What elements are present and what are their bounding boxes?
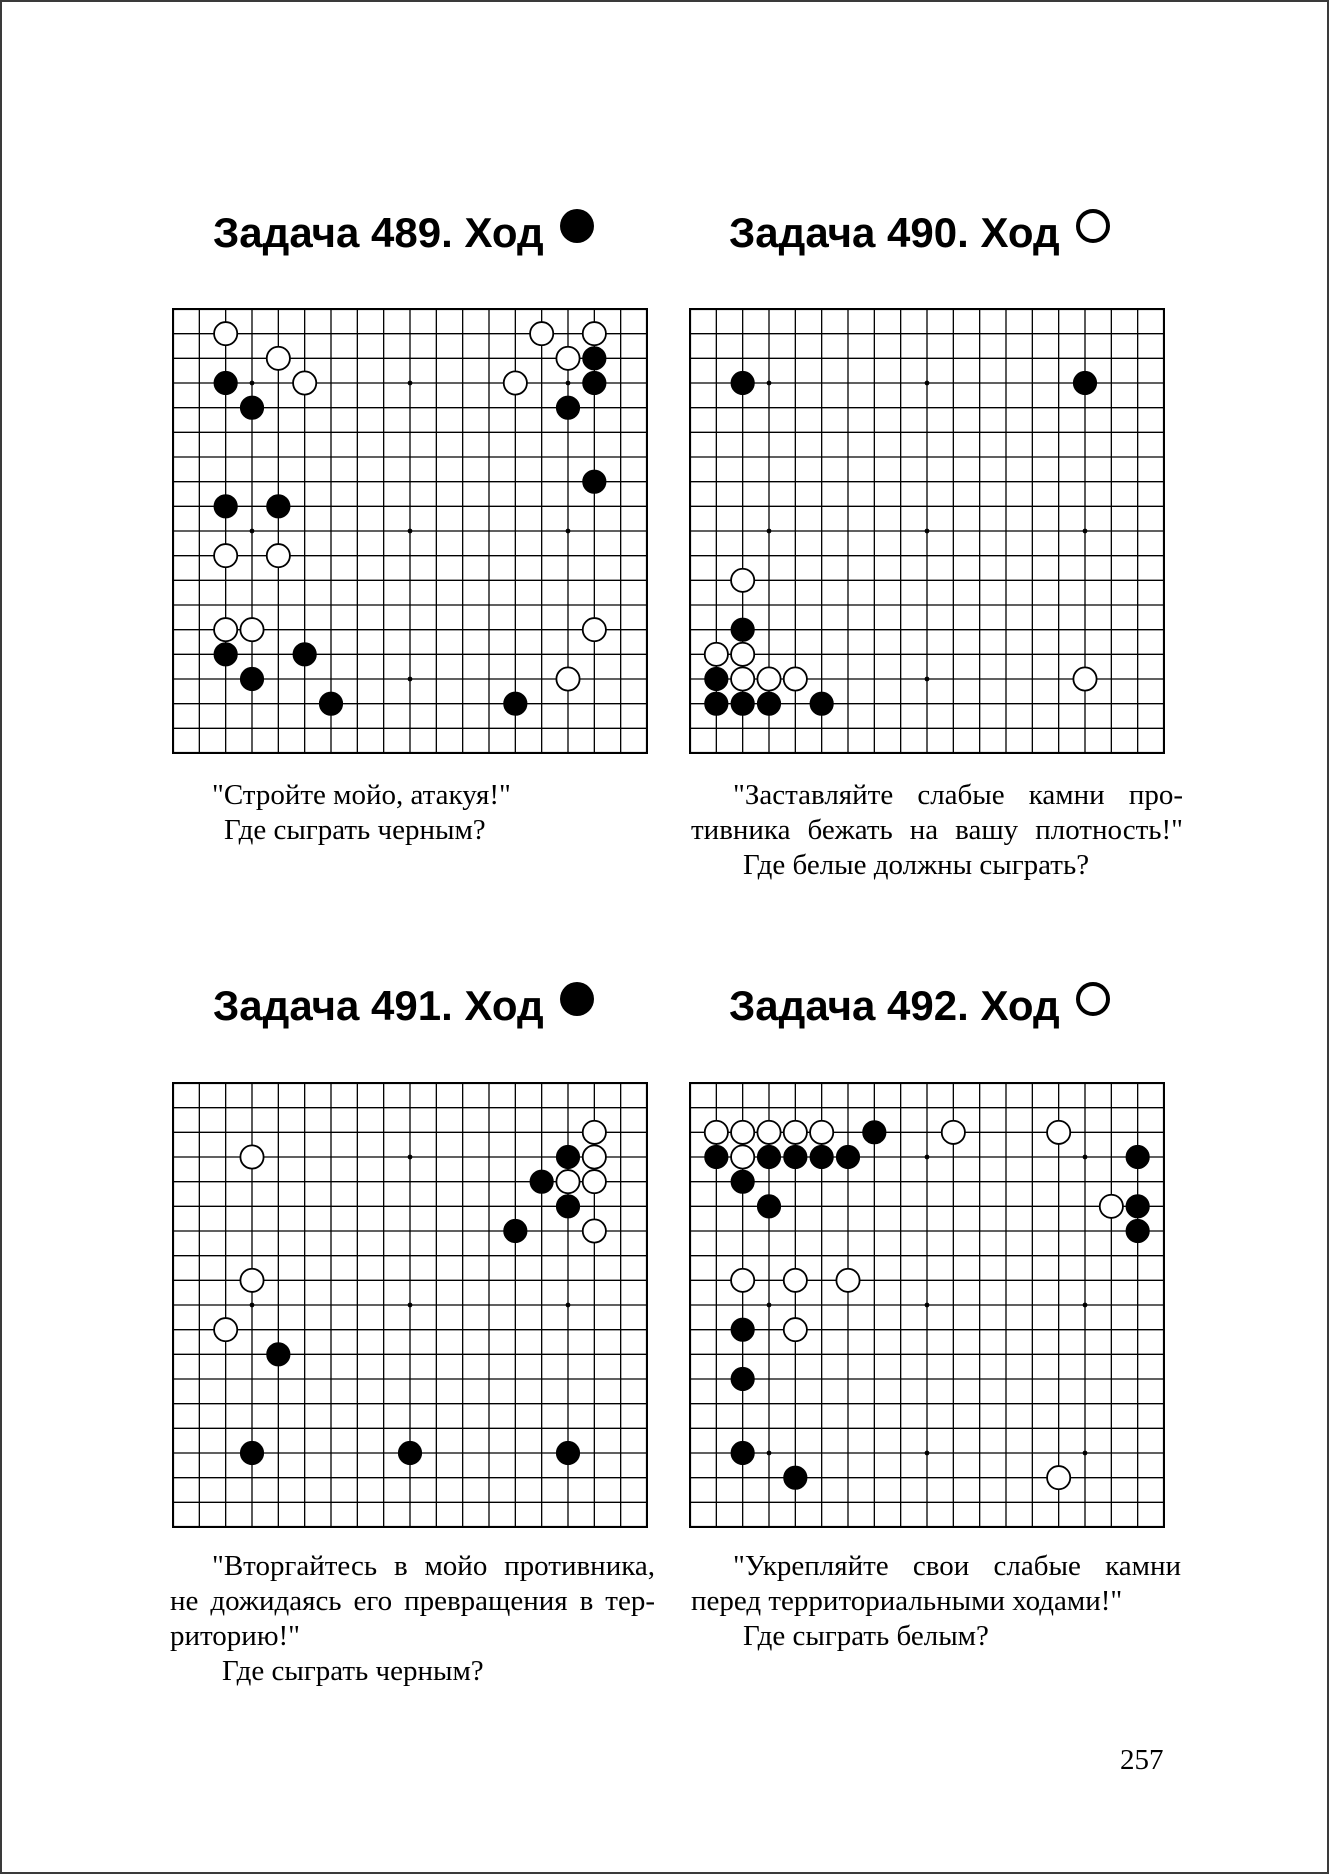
black-stone — [240, 1441, 263, 1464]
white-stone — [556, 347, 579, 370]
black-stone — [784, 1466, 807, 1489]
white-stone-icon — [1076, 982, 1110, 1016]
star-point — [1083, 529, 1088, 534]
star-point — [408, 529, 413, 534]
white-stone — [583, 1145, 606, 1168]
white-stone — [214, 544, 237, 567]
problem-caption-491 — [170, 1549, 655, 1689]
problem-title-489 — [213, 209, 594, 254]
black-stone — [863, 1121, 886, 1144]
black-stone — [1073, 371, 1096, 394]
problem-title-491 — [213, 982, 594, 1027]
white-stone — [556, 667, 579, 690]
black-stone — [240, 396, 263, 419]
problem-title-text: Задача 492. Ход — [729, 982, 1060, 1029]
star-point — [566, 529, 571, 534]
star-point — [1083, 1155, 1088, 1160]
problem-caption-489 — [212, 778, 632, 848]
white-stone — [583, 1219, 606, 1242]
white-stone — [836, 1269, 859, 1292]
white-stone — [942, 1121, 965, 1144]
go-board-svg — [689, 1082, 1165, 1528]
star-point — [925, 1155, 930, 1160]
white-stone — [556, 1170, 579, 1193]
black-stone — [1126, 1195, 1149, 1218]
black-stone — [705, 692, 728, 715]
caption-line: "Укрепляйте свои слабые камни — [733, 1550, 1181, 1582]
go-board-svg — [172, 1082, 648, 1528]
go-board-svg — [689, 308, 1165, 754]
white-stone — [1047, 1121, 1070, 1144]
problem-title-text: Задача 491. Ход — [213, 982, 544, 1029]
caption-line: риторию!" — [170, 1620, 300, 1652]
white-stone — [214, 1318, 237, 1341]
black-stone-icon — [560, 982, 594, 1016]
black-stone — [757, 1195, 780, 1218]
star-point — [1083, 1303, 1088, 1308]
black-stone — [731, 371, 754, 394]
go-board-489 — [172, 308, 648, 754]
star-point — [925, 529, 930, 534]
white-stone — [705, 643, 728, 666]
white-stone — [731, 1269, 754, 1292]
caption-line: перед территориальными ходами!" — [691, 1585, 1123, 1617]
white-stone — [583, 322, 606, 345]
black-stone — [504, 1219, 527, 1242]
black-stone — [214, 371, 237, 394]
problem-title-text: Задача 489. Ход — [213, 209, 544, 256]
problem-title-text: Задача 490. Ход — [729, 209, 1060, 256]
white-stone — [731, 667, 754, 690]
white-stone — [240, 618, 263, 641]
white-stone — [293, 371, 316, 394]
white-stone — [240, 1269, 263, 1292]
star-point — [767, 381, 772, 386]
black-stone — [1126, 1219, 1149, 1242]
black-stone — [731, 1367, 754, 1390]
star-point — [250, 529, 255, 534]
star-point — [925, 677, 930, 682]
black-stone — [319, 692, 342, 715]
black-stone — [731, 1170, 754, 1193]
white-stone — [757, 1121, 780, 1144]
caption-line: Где сыграть белым? — [743, 1620, 989, 1652]
star-point — [767, 1451, 772, 1456]
black-stone — [731, 692, 754, 715]
go-board-492 — [689, 1082, 1165, 1528]
white-stone — [267, 544, 290, 567]
black-stone — [556, 396, 579, 419]
white-stone — [1100, 1195, 1123, 1218]
star-point — [767, 529, 772, 534]
white-stone — [810, 1121, 833, 1144]
white-stone — [731, 1121, 754, 1144]
black-stone — [583, 470, 606, 493]
black-stone — [556, 1195, 579, 1218]
star-point — [925, 381, 930, 386]
black-stone — [583, 371, 606, 394]
black-stone — [705, 1145, 728, 1168]
black-stone — [293, 643, 316, 666]
star-point — [767, 1303, 772, 1308]
star-point — [925, 1303, 930, 1308]
black-stone — [784, 1145, 807, 1168]
caption-line: не дожидаясь его превращения в тер- — [170, 1585, 655, 1617]
black-stone — [705, 667, 728, 690]
black-stone — [240, 667, 263, 690]
go-board-491 — [172, 1082, 648, 1528]
star-point — [1083, 1451, 1088, 1456]
white-stone — [784, 1318, 807, 1341]
go-board-490 — [689, 308, 1165, 754]
caption-line: "Вторгайтесь в мойо противника, — [212, 1550, 655, 1582]
white-stone — [583, 1121, 606, 1144]
black-stone — [398, 1441, 421, 1464]
white-stone — [784, 667, 807, 690]
caption-line: Где сыграть черным? — [224, 814, 486, 846]
black-stone — [556, 1145, 579, 1168]
black-stone — [1126, 1145, 1149, 1168]
white-stone — [214, 618, 237, 641]
black-stone — [214, 643, 237, 666]
caption-line: "Заставляйте слабые камни про- — [733, 779, 1183, 811]
go-board-svg — [172, 308, 648, 754]
black-stone — [583, 347, 606, 370]
white-stone — [267, 347, 290, 370]
black-stone — [530, 1170, 553, 1193]
white-stone — [240, 1145, 263, 1168]
black-stone — [757, 1145, 780, 1168]
black-stone — [731, 618, 754, 641]
black-stone — [836, 1145, 859, 1168]
black-stone — [267, 1343, 290, 1366]
problem-title-490 — [729, 209, 1110, 254]
caption-line: "Стройте мойо, атакуя!" — [212, 779, 511, 811]
caption-line: тивника бежать на вашу плотность!" — [691, 814, 1183, 846]
white-stone — [705, 1121, 728, 1144]
black-stone — [757, 692, 780, 715]
white-stone — [583, 1170, 606, 1193]
star-point — [408, 677, 413, 682]
white-stone — [731, 569, 754, 592]
white-stone-icon — [1076, 209, 1110, 243]
white-stone — [1047, 1466, 1070, 1489]
white-stone — [731, 1145, 754, 1168]
white-stone — [504, 371, 527, 394]
white-stone — [530, 322, 553, 345]
star-point — [566, 1303, 571, 1308]
black-stone — [556, 1441, 579, 1464]
white-stone — [583, 618, 606, 641]
white-stone — [784, 1121, 807, 1144]
star-point — [250, 381, 255, 386]
white-stone — [214, 322, 237, 345]
black-stone — [504, 692, 527, 715]
white-stone — [1073, 667, 1096, 690]
white-stone — [731, 643, 754, 666]
problem-title-492 — [729, 982, 1110, 1027]
black-stone — [731, 1318, 754, 1341]
star-point — [250, 1303, 255, 1308]
problem-caption-490 — [691, 778, 1183, 883]
black-stone — [267, 495, 290, 518]
black-stone — [214, 495, 237, 518]
star-point — [408, 381, 413, 386]
caption-line: Где сыграть черным? — [222, 1655, 484, 1687]
problem-caption-492 — [691, 1549, 1181, 1654]
star-point — [408, 1155, 413, 1160]
page-number: 257 — [1120, 1744, 1164, 1776]
black-stone — [731, 1441, 754, 1464]
star-point — [566, 381, 571, 386]
star-point — [408, 1303, 413, 1308]
black-stone-icon — [560, 209, 594, 243]
white-stone — [757, 667, 780, 690]
black-stone — [810, 1145, 833, 1168]
caption-line: Где белые должны сыграть? — [743, 849, 1090, 881]
star-point — [925, 1451, 930, 1456]
black-stone — [810, 692, 833, 715]
white-stone — [784, 1269, 807, 1292]
